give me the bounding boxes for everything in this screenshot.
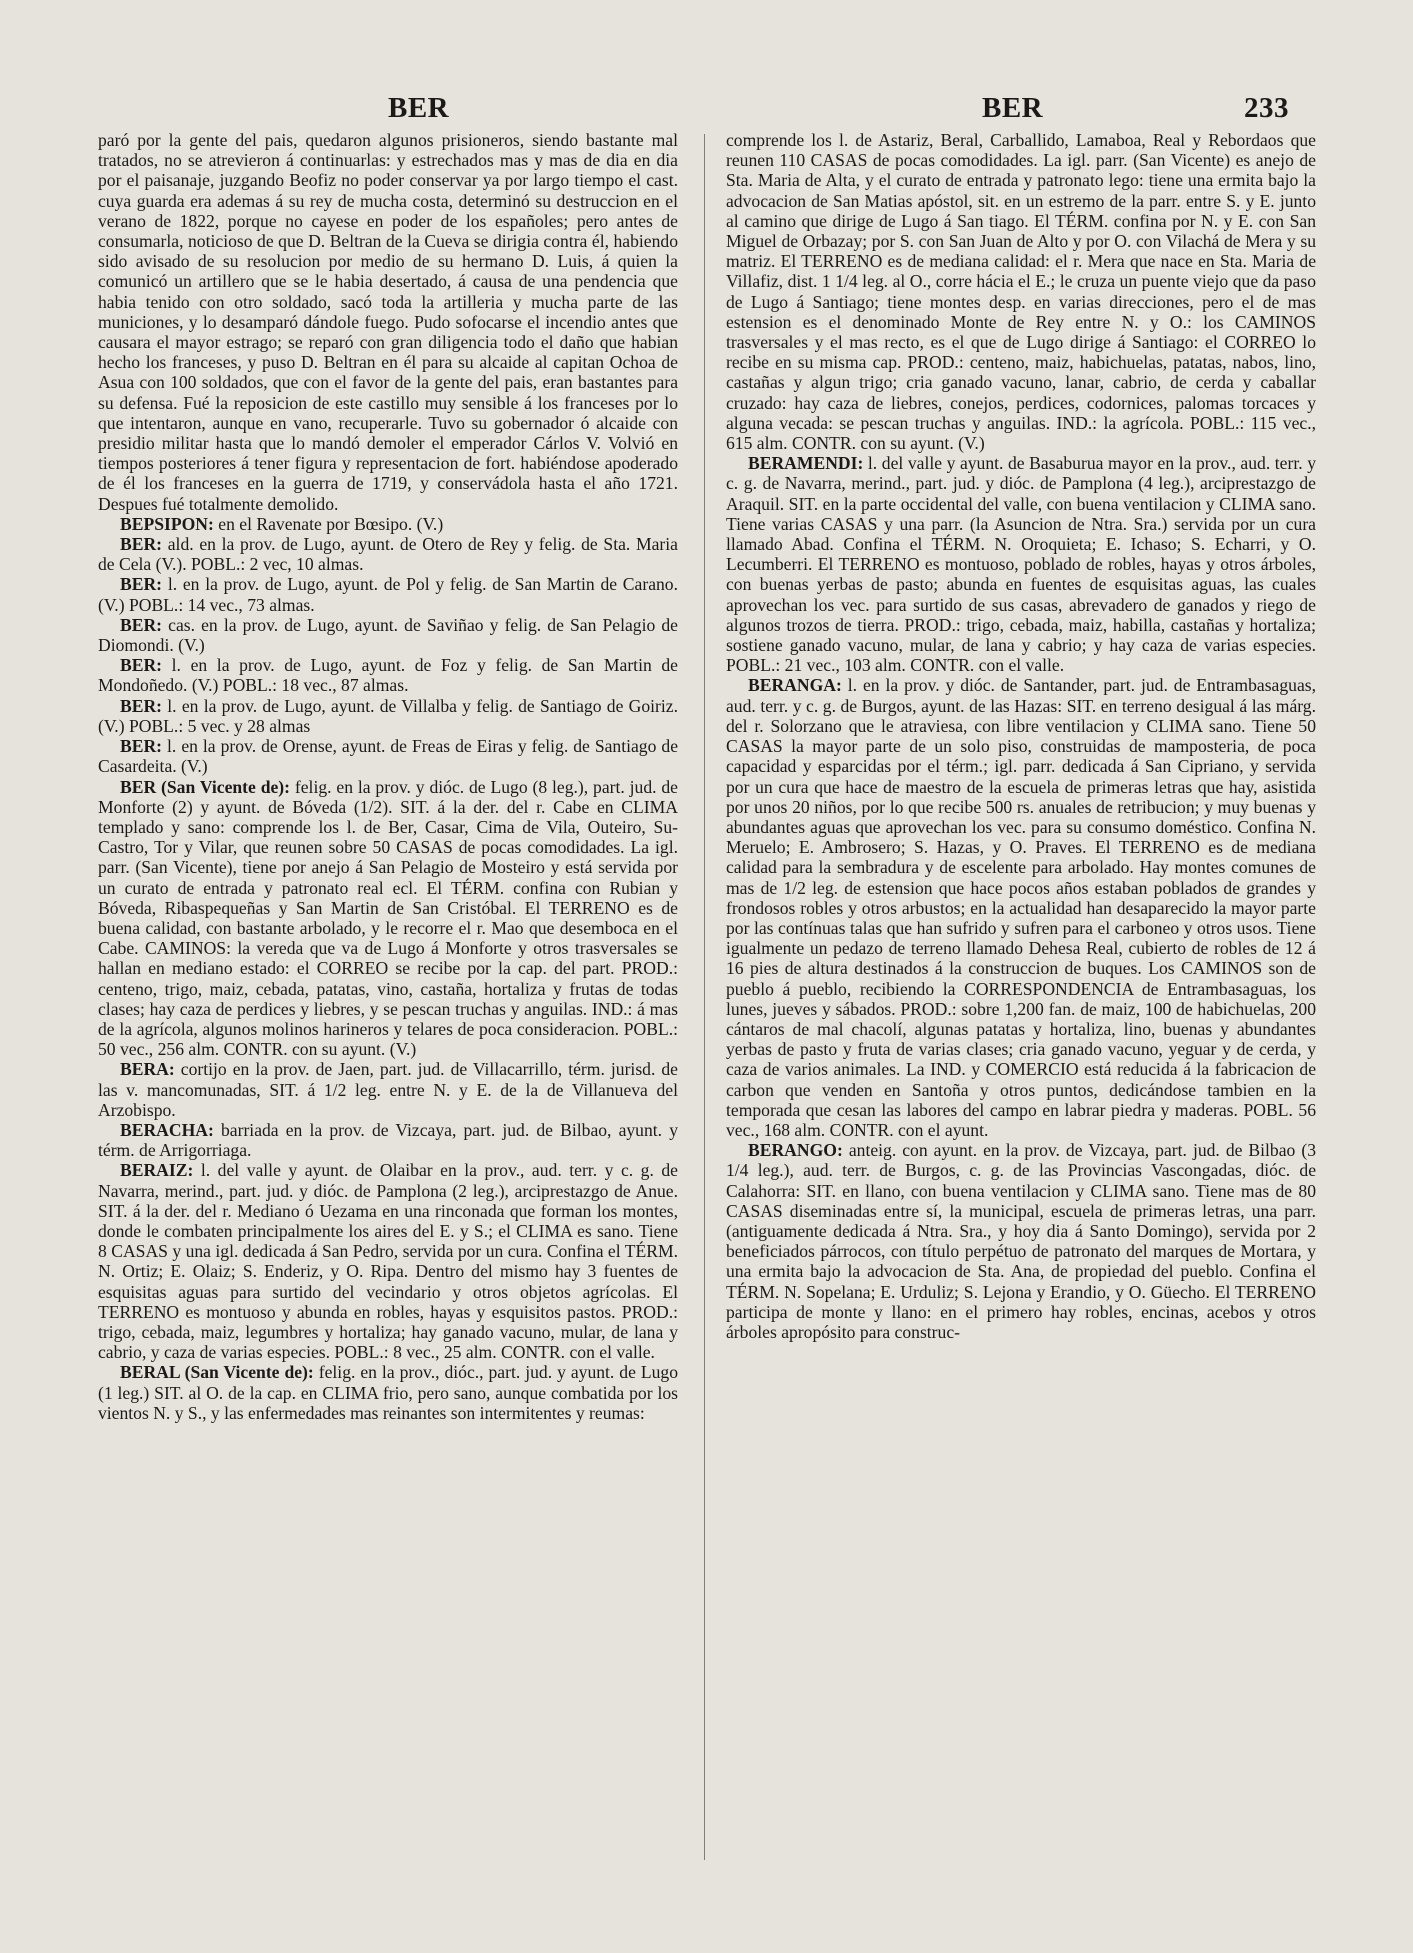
dictionary-entry bbox=[98, 574, 678, 614]
dictionary-entry bbox=[98, 615, 678, 655]
continued-entry bbox=[98, 130, 678, 514]
dictionary-entry bbox=[98, 514, 678, 534]
entry-text: felig. en la prov., dióc., part. jud. y ayunt. de Lugo (1 leg.) SIT. al O. de la cap. en CLIMA frio, pero sano, aunque combatida por los vientos N. y S., y las enfermedades mas reinantes son intermitentes y reumas: bbox=[98, 1362, 678, 1423]
entry-text: cas. en la prov. de Lugo, ayunt. de Saviñao y felig. de San Pelagio de Diomondi. (V.) bbox=[98, 614, 678, 656]
entry-headword: BERAMENDI: bbox=[748, 453, 864, 474]
dictionary-entry bbox=[726, 675, 1316, 1140]
entry-text: felig. en la prov. y dióc. de Lugo (8 leg.), part. jud. de Monforte (2) y ayunt. de Bóveda (1/2). SIT. á la der. del r. Cabe en CLIMA templado y sano: comprende los l. de Ber, Casar, Cima de Vila, Outeiro, Su-Castro, Tor y Vilar, que reunen sobre 50 CASAS de pocas comodidades. La igl. parr. (San Vicente), tiene por anejo á San Pelagio de Mosteiro y está servida por un curato de entrada y patronato real ecl. El TÉRM. confina con Rubian y Bóveda, Ribaspequeñas y San Martin de San Cristóbal. El TERRENO es de buena calidad, con bastante arbolado, y le recorre el r. Mao que desemboca en el Cabe. CAMINOS: la vereda que va de Lugo á Monforte y otros trasversales se hallan en mediano estado: el CORREO se recibe por la cap. del part. PROD.: centeno, trigo, maiz, cebada, patatas, vino, castaña, hortaliza y frutas de todas clases; hay caza de perdices y liebres, y se pescan truchas y anguilas. IND.: á mas de la agrícola, algunos molinos harineros y telares de poca consideracion. POBL.: 50 vec., 256 alm. CONTR. con su ayunt. (V.) bbox=[98, 776, 678, 1060]
page-number: 233 bbox=[1244, 92, 1289, 124]
dictionary-entry bbox=[98, 1059, 678, 1120]
dictionary-entry bbox=[98, 1160, 678, 1362]
dictionary-entry bbox=[726, 453, 1316, 675]
entry-headword: BER: bbox=[120, 655, 163, 676]
entry-headword: BER: bbox=[120, 614, 163, 635]
entry-headword: BER: bbox=[120, 695, 163, 716]
left-column bbox=[98, 130, 678, 1423]
entry-text: comprende los l. de Astariz, Beral, Carballido, Lamaboa, Real y Rebordaos que reunen 110 CASAS de pocas comodidades. La igl. parr. (San Vicente) es anejo de Sta. Maria de Alta, y el curato de entrada y patronato lego: tiene una ermita bajo la advocacion de San Matias apóstol, sit. en un estremo de la parr. entre S. y E. junto al camino que dirige de Lugo á San tiago. El TÉRM. confina por N. y E. con San Miguel de Orbazay; por S. con San Juan de Alto y por O. con Vilachá de Mera y su matriz. El TERRENO es de mediana calidad: el r. Mera que nace en Sta. Maria de Villafiz, dist. 1 1/4 leg. al O., corre hácia el E.; le cruza un puente viejo que da paso de Lugo á Santiago; tiene montes desp. en varias direcciones, pero el de mas estension es el denominado Monte de Rey entre N. y O.: los CAMINOS trasversales y el mas recto, es el que de Lugo dirige á Santiago: el CORREO lo recibe en su misma cap. PROD.: centeno, maiz, habichuelas, patatas, nabos, lino, castañas y algun trigo; cria ganado vacuno, lanar, cabrio, de cerda y caballar cruzado: hay caza de liebres, conejos, perdices, codornices, palomas torcaces y alguna vecada: se pescan truchas y anguilas. IND.: la agrícola. POBL.: 115 vec., 615 alm. CONTR. con su ayunt. (V.) bbox=[726, 130, 1316, 454]
dictionary-entry bbox=[98, 534, 678, 574]
entry-headword: BER (San Vicente de): bbox=[120, 776, 291, 797]
entry-text: anteig. con ayunt. en la prov. de Vizcaya, part. jud. de Bilbao (3 1/4 leg.), aud. terr. de Burgos, c. g. de las Provincias Vascongadas, dióc. de Calahorra: SIT. en llano, con buena ventilacion y CLIMA sano. Tiene mas de 80 CASAS diseminadas entre sí, la municipal, escuela de primeras letras, una parr. (antiguamente dedicada á Ntra. Sra., y hoy dia á Santo Domingo), servida por 2 beneficiados párrocos, con título perpétuo de patronato del marques de Mortara, y una ermita bajo la advocacion de Sta. Ana, de propiedad del pueblo. Confina el TÉRM. N. Sopelana; E. Urduliz; S. Lejona y Erandio, y O. Güecho. El TERRENO participa de monte y llano: en el primero hay robles, encinas, acebos y otros árboles apropósito para construc- bbox=[726, 1140, 1316, 1342]
dictionary-entry bbox=[726, 1140, 1316, 1342]
continued-entry bbox=[726, 130, 1316, 453]
column-divider bbox=[704, 134, 705, 1860]
entry-text: l. en la prov. de Lugo, ayunt. de Pol y felig. de San Martin de Carano. (V.) POBL.: 14 vec., 73 almas. bbox=[98, 574, 679, 615]
entry-text: l. en la prov. de Lugo, ayunt. de Villalba y felig. de Santiago de Goiriz. (V.) POBL.: 5 vec. y 28 almas bbox=[98, 695, 678, 736]
entry-text: ald. en la prov. de Lugo, ayunt. de Otero de Rey y felig. de Sta. Maria de Cela (V.). POBL.: 2 vec, 10 almas. bbox=[98, 534, 678, 575]
dictionary-entry bbox=[98, 1362, 678, 1423]
entry-headword: BERACHA: bbox=[120, 1119, 214, 1140]
entry-text: barriada en la prov. de Vizcaya, part. jud. de Bilbao, ayunt. y térm. de Arrigorriaga. bbox=[98, 1119, 678, 1161]
dictionary-entry bbox=[98, 655, 678, 695]
entry-text: l. del valle y ayunt. de Basaburua mayor en la prov., aud. terr. y c. g. de Navarra, merind., part. jud. y dióc. de Pamplona (4 leg.), arciprestazgo de Araquil. SIT. en la parte occidental del valle, con buena ventilacion y CLIMA sano. Tiene varias CASAS y una parr. (la Asuncion de Ntra. Sra.) servida por un cura llamado Abad. Confina el TÉRM. N. Oroquieta; E. Ichaso; S. Echarri, y O. Lecumberri. El TERRENO es montuoso, poblado de robles, hayas y otros árboles, con buenas yerbas de pasto; abunda en fuentes de esquisitas aguas, las cuales aprovechan los vec. para surtido de sus casas, abrevadero de ganados y riego de algunos trozos de tierra. PROD.: trigo, cebada, maiz, habilla, castañas y hortaliza; sostiene ganado vacuno, mular, de lana y cabrio; y hay caza de varias especies. POBL.: 21 vec., 103 alm. CONTR. con el valle. bbox=[726, 453, 1316, 676]
right-running-head: BER bbox=[982, 92, 1044, 124]
entry-headword: BER: bbox=[120, 736, 163, 757]
dictionary-entry bbox=[98, 1120, 678, 1160]
entry-text: l. en la prov. de Lugo, ayunt. de Foz y felig. de San Martin de Mondoñedo. (V.) POBL.: 18 vec., 87 almas. bbox=[98, 655, 678, 696]
entry-text: paró por la gente del pais, quedaron algunos prisioneros, siendo bastante mal tratados, no se atrevieron á continuarlas: y estrechados mas y mas de dia en dia por el paisanaje, juzgando Beofiz no poder conservar ya por largo tiempo el cast. cuya guarda era ademas á su rey de mucha costa, determinó su destruccion en el verano de 1822, porque no cayese en poder de los españoles; pero antes de consumarla, noticioso de que D. Beltran de la Cueva se dirigia contra él, habiendo sido avisado de su resolucion por medio de su hermano D. Luis, á quien la comunicó un artillero que se le habia desertado, á causa de una pendencia que habia tenido con otro soldado, sacó toda la artilleria y mucha parte de las municiones, y lo desamparó dándole fuego. Pudo sofocarse el incendio antes que causara el mayor estrago; se reparó con gran diligencia todo el daño que habian hecho los franceses, y puso D. Beltran en él para su alcaide al capitan Ochoa de Asua con 100 soldados, que con el favor de la gente del pais, eran bastantes para su defensa. Fué la reposicion de este castillo muy sensible á los franceses por lo que intentaron, aunque en vano, recuperarle. Tuvo su gobernador ó alcaide con presidio militar hasta que lo mandó demoler el emperador Cárlos V. Volvió en tiempos posteriores á tener figura y representacion de fort. habiéndose apoderado de él los franceses en la guerra de 1719, y conservádola hasta el año 1721. Despues fué totalmente demolido. bbox=[98, 130, 678, 514]
entry-text: l. en la prov. de Orense, ayunt. de Freas de Eiras y felig. de Santiago de Casardeita. (V.) bbox=[98, 736, 678, 777]
entry-headword: BERANGO: bbox=[748, 1140, 843, 1161]
entry-headword: BERAL (San Vicente de): bbox=[120, 1362, 314, 1383]
entry-headword: BEPSIPON: bbox=[120, 513, 214, 534]
dictionary-entry bbox=[98, 696, 678, 736]
entry-headword: BER: bbox=[120, 574, 163, 595]
right-column bbox=[726, 130, 1316, 1342]
entry-headword: BERANGA: bbox=[748, 675, 842, 696]
dictionary-entry bbox=[98, 777, 678, 1060]
entry-text: l. del valle y ayunt. de Olaibar en la prov., aud. terr. y c. g. de Navarra, merind., part. jud. y dióc. de Pamplona (2 leg.), arciprestazgo de Anue. SIT. á la der. del r. Mediano ó Uezama en una rinconada que forman los montes, donde le combaten principalmente los aires del E. y S.; el CLIMA es sano. Tiene 8 CASAS y una igl. dedicada á San Pedro, servida por un cura. Confina el TÉRM. N. Ortiz; E. Olaiz; S. Enderiz, y O. Ripa. Dentro del mismo hay 3 fuentes de esquisitas aguas para surtido del vecindario y otros objetos agrícolas. El TERRENO es montuoso y abunda en robles, hayas y esquisitos pastos. PROD.: trigo, cebada, maiz, legumbres y hortaliza; hay ganado vacuno, mular, de lana y cabrio, y caza de varias especies. POBL.: 8 vec., 25 alm. CONTR. con el valle. bbox=[98, 1160, 678, 1363]
entry-headword: BERA: bbox=[120, 1059, 175, 1080]
entry-text: l. en la prov. y dióc. de Santander, part. jud. de Entrambasaguas, aud. terr. y c. g. de Burgos, ayunt. de las Hazas: SIT. en terreno desigual á las márg. del r. Solorzano que le atraviesa, con libre ventilacion y CLIMA sano. Tiene 50 CASAS la mayor parte de un solo piso, construidas de mamposteria, de poca capacidad y esparcidas por el térm.; igl. parr. dedicada á San Cipriano, y servida por un cura que hace de maestro de la escuela de primeras letras que hay, asistida por unos 20 niños, por lo que recibe 500 rs. anuales de retribucion; y muy buenas y abundantes aguas que aprovechan los vec. para su consumo doméstico. Confina N. Meruelo; E. Ambrosero; S. Hazas, y O. Praves. El TERRENO es de mediana calidad para la sembradura y de escelente para arbolado. Hay montes comunes de mas de 1/2 leg. de estension que hace pocos años estaban poblados de grandes y frondosos robles y otros arbustos; en la actualidad han desaparecido la mayor parte por las contínuas talas que han sufrido y sufren para el carboneo y otros usos. Tiene igualmente un pedazo de terreno llamado Dehesa Real, cubierto de robles de 12 á 16 pies de altura destinados á la construccion de buques. Los CAMINOS son de pueblo á pueblo, recibiendo la CORRESPONDENCIA de Entrambasaguas, los lunes, jueves y sábados. PROD.: sobre 1,200 fan. de maiz, 100 de habichuelas, 200 cántaros de mal chacolí, algunas patatas y hortaliza, lino, buenas y abundantes yerbas de pasto y fruta de varias clases; cria ganado vacuno, yeguar y de cerda, y caza de varios animales. La IND. y COMERCIO está reducida á la fabricacion de carbon que venden en Santoña y otros puntos, dedicándose tambien en la temporada que cesan las labores del campo en labrar piedra y maderas. POBL. 56 vec., 168 alm. CONTR. con el ayunt. bbox=[726, 675, 1316, 1140]
entry-headword: BER: bbox=[120, 534, 163, 555]
dictionary-entry bbox=[98, 736, 678, 776]
left-running-head: BER bbox=[388, 92, 450, 124]
entry-text: en el Ravenate por Bœsipo. (V.) bbox=[218, 513, 444, 534]
entry-headword: BERAIZ: bbox=[120, 1160, 194, 1181]
entry-text: cortijo en la prov. de Jaen, part. jud. de Villacarrillo, térm. jurisd. de las v. mancomunadas, SIT. á 1/2 leg. entre N. y E. de la de Villanueva del Arzobispo. bbox=[98, 1059, 678, 1120]
